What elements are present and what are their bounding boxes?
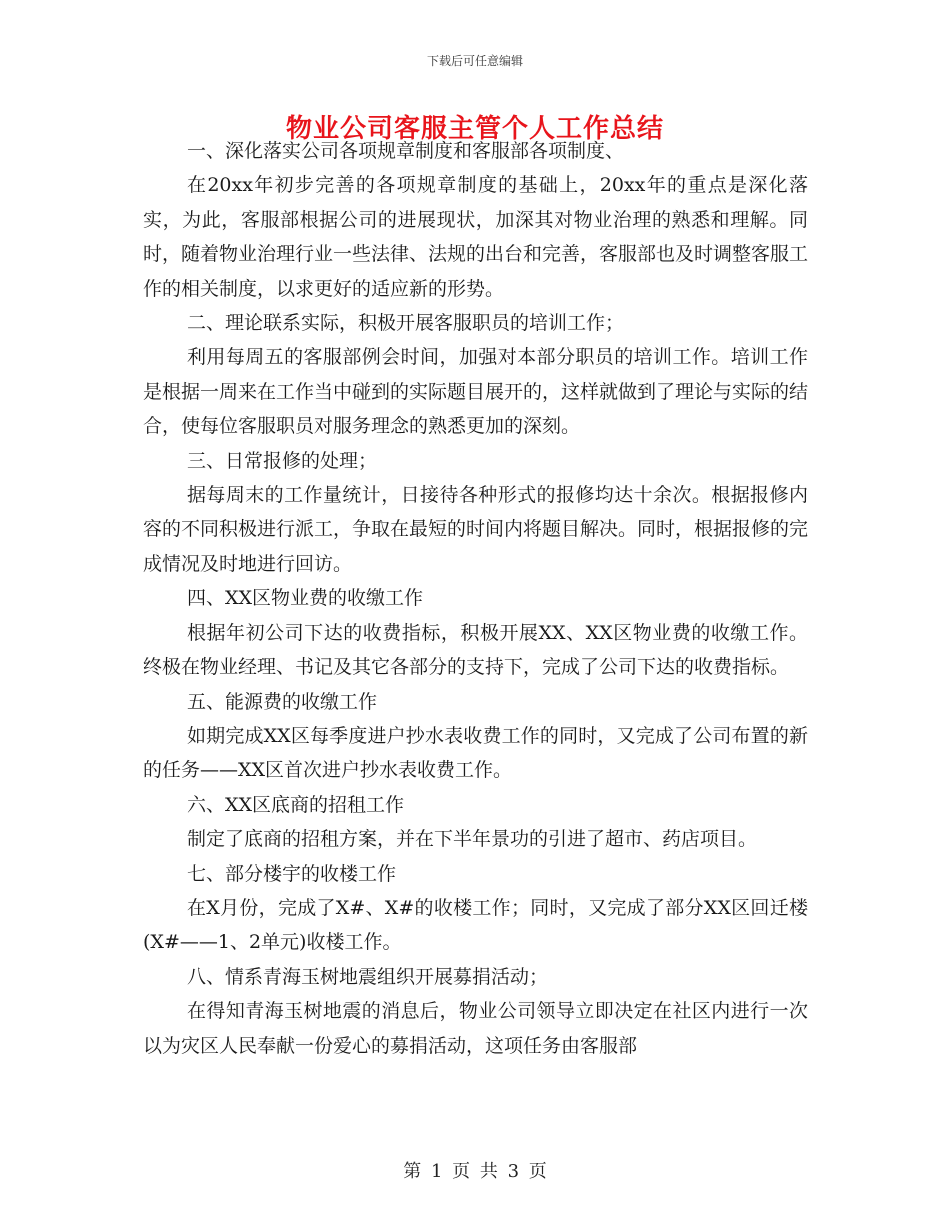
section-heading: 一、深化落实公司各项规章制度和客服部各项制度、 xyxy=(187,140,625,162)
section-heading: 七、部分楼宇的收楼工作 xyxy=(187,862,397,885)
section-heading: 八、情系青海玉树地震组织开展募捐活动； xyxy=(187,965,549,988)
paragraph: 在X月份，完成了X#、X#的收楼工作；同时，又完成了部分XX区回迁楼(X#——1、2单元)收楼工作。 xyxy=(143,896,808,954)
document-title: 物业公司客服主管个人工作总结 xyxy=(285,114,664,144)
section-heading: 六、XX区底商的招租工作 xyxy=(187,793,405,816)
document-body xyxy=(143,134,808,1063)
paragraph: 根据年初公司下达的收费指标，积极开展XX、XX区物业费的收缴工作。终极在物业经理、书记及其它各部分的支持下，完成了公司下达的收费指标。 xyxy=(143,621,808,679)
page-number: 第 1 页 共 3 页 xyxy=(403,1161,547,1182)
section-heading: 四、XX区物业费的收缴工作 xyxy=(187,587,424,610)
section-heading: 二、理论联系实际，积极开展客服职员的培训工作； xyxy=(187,312,625,335)
paragraph: 利用每周五的客服部例会时间，加强对本部分职员的培训工作。培训工作是根据一周来在工作当中碰到的实际题目展开的，这样就做到了理论与实际的结合，使每位客服职员对服务理念的熟悉更加的深刻。 xyxy=(143,346,809,438)
header-note: 下载后可任意编辑 xyxy=(426,54,523,68)
paragraph: 在20xx年初步完善的各项规章制度的基础上，20xx年的重点是深化落实，为此，客服部根据公司的进展现状，加深其对物业治理的熟悉和理解。同时，随着物业治理行业一些法律、法规的出台和完善，客服部也及时调整客服工作的相关制度，以求更好的适应新的形势。 xyxy=(143,174,809,300)
section-heading: 五、能源费的收缴工作 xyxy=(187,690,378,713)
paragraph: 制定了底商的招租方案，并在下半年景功的引进了超市、药店项目。 xyxy=(187,828,758,851)
paragraph: 如期完成XX区每季度进户抄水表收费工作的同时，又完成了公司布置的新的任务——XX区首次进户抄水表收费工作。 xyxy=(143,724,808,782)
paragraph: 在得知青海玉树地震的消息后，物业公司领导立即决定在社区内进行一次以为灾区人民奉献一份爱心的募捐活动，这项任务由客服部 xyxy=(143,1000,808,1057)
section-heading: 三、日常报修的处理； xyxy=(187,449,378,472)
paragraph: 据每周末的工作量统计，日接待各种形式的报修均达十余次。根据报修内容的不同积极进行派工，争取在最短的时间内将题目解决。同时，根据报修的完成情况及时地进行回访。 xyxy=(143,484,809,575)
